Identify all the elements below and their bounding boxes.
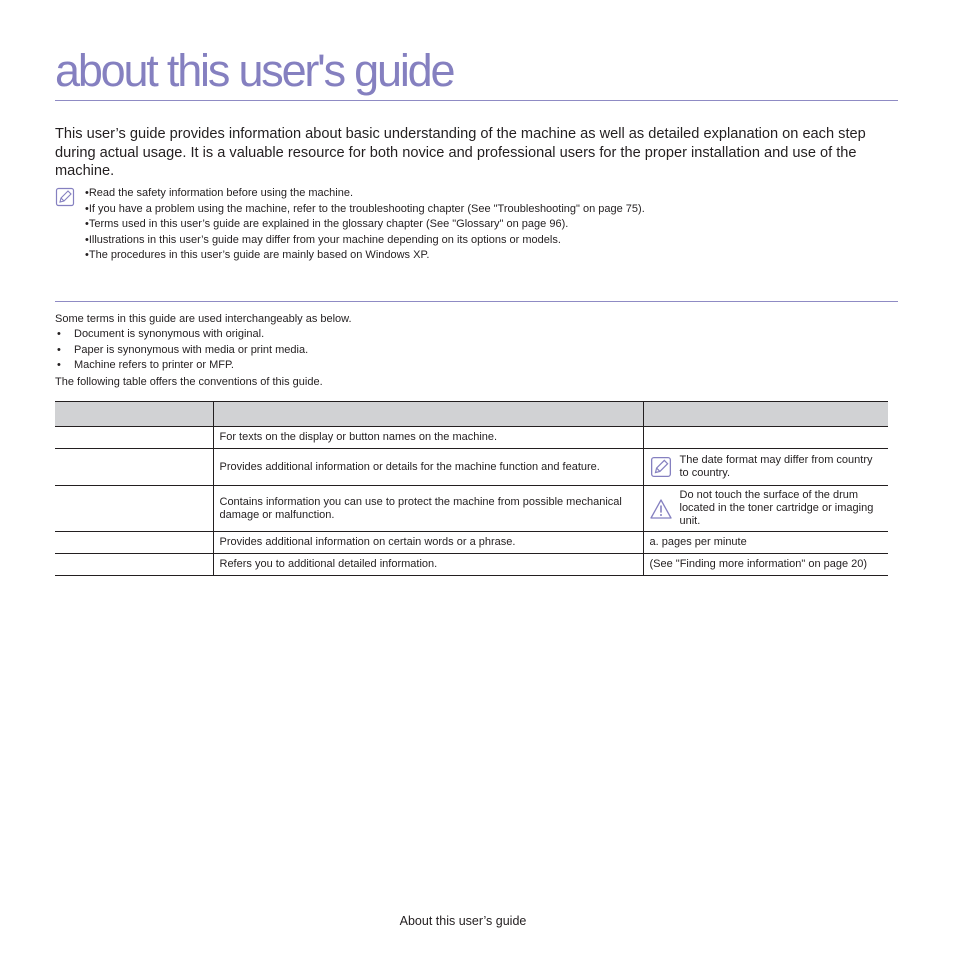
caution-icon [650,498,672,520]
table-row [55,532,888,554]
terms-list [55,327,308,374]
table-header-row [55,402,888,427]
convention-cell [55,427,213,449]
table-header-cell [55,402,213,427]
bullet: • [57,328,61,340]
table-header-cell [643,402,888,427]
list-item-text: Machine refers to printer or MFP. [74,359,234,371]
note-icon [55,187,75,207]
bullet: • [57,343,61,356]
description-cell: Provides additional information or details for the machine function and feature. [213,449,643,486]
convention-cell [55,486,213,532]
convention-cell [55,554,213,576]
note-item: •Read the safety information before using the machine. [85,187,354,199]
table-intro: The following table offers the conventions of this guide. [55,376,323,388]
description-cell: Contains information you can use to protect the machine from possible mechanical damage or malfunction. [213,486,643,532]
table-row [55,486,888,532]
example-cell [643,449,888,486]
note-item: •Terms used in this user’s guide are explained in the glossary chapter (See "Glossary" on page 96). [85,218,569,230]
example-cell [643,486,888,532]
note-item: •If you have a problem using the machine, refer to the troubleshooting chapter (See "Troubleshooting" on page 75). [85,202,645,215]
table-header-cell [213,402,643,427]
example-cell: (See "Finding more information" on page 20) [643,554,888,576]
table-row [55,427,888,449]
page-title: about this user's guide [55,45,454,96]
example-cell [643,427,888,449]
terms-intro: Some terms in this guide are used interchangeably as below. [55,313,352,325]
note-item: •Illustrations in this user’s guide may differ from your machine depending on its options or models. [85,233,561,246]
note-list [85,186,645,264]
conventions-table [55,401,888,576]
list-item-text: Document is synonymous with original. [74,328,265,340]
description-cell: Refers you to additional detailed information. [213,554,643,576]
list-item [55,343,308,359]
bullet: • [57,359,61,371]
list-item [55,327,308,343]
example-text: The date format may differ from country to country. [679,454,873,479]
example-cell: a. pages per minute [643,532,888,554]
example-text: Do not touch the surface of the drum located in the toner cartridge or imaging unit. [679,489,874,527]
note-icon [650,456,672,478]
list-item-text: Paper is synonymous with media or print media. [74,343,309,356]
table-row [55,554,888,576]
intro-paragraph: This user’s guide provides information about basic understanding of the machine as well as detailed explanation on each step during actual usage. It is a valuable resource for both novice and professional users for the proper installation and use of the machine. [55,126,866,179]
description-cell: For texts on the display or button names on the machine. [213,427,643,449]
convention-cell [55,449,213,486]
page-footer: About this user’s guide [399,914,527,928]
note-item: •The procedures in this user’s guide are mainly based on Windows XP. [85,249,430,261]
convention-cell [55,532,213,554]
title-divider [55,100,898,101]
table-row [55,449,888,486]
section-divider [55,301,898,302]
description-cell: Provides additional information on certain words or a phrase. [213,532,643,554]
list-item [55,358,308,374]
